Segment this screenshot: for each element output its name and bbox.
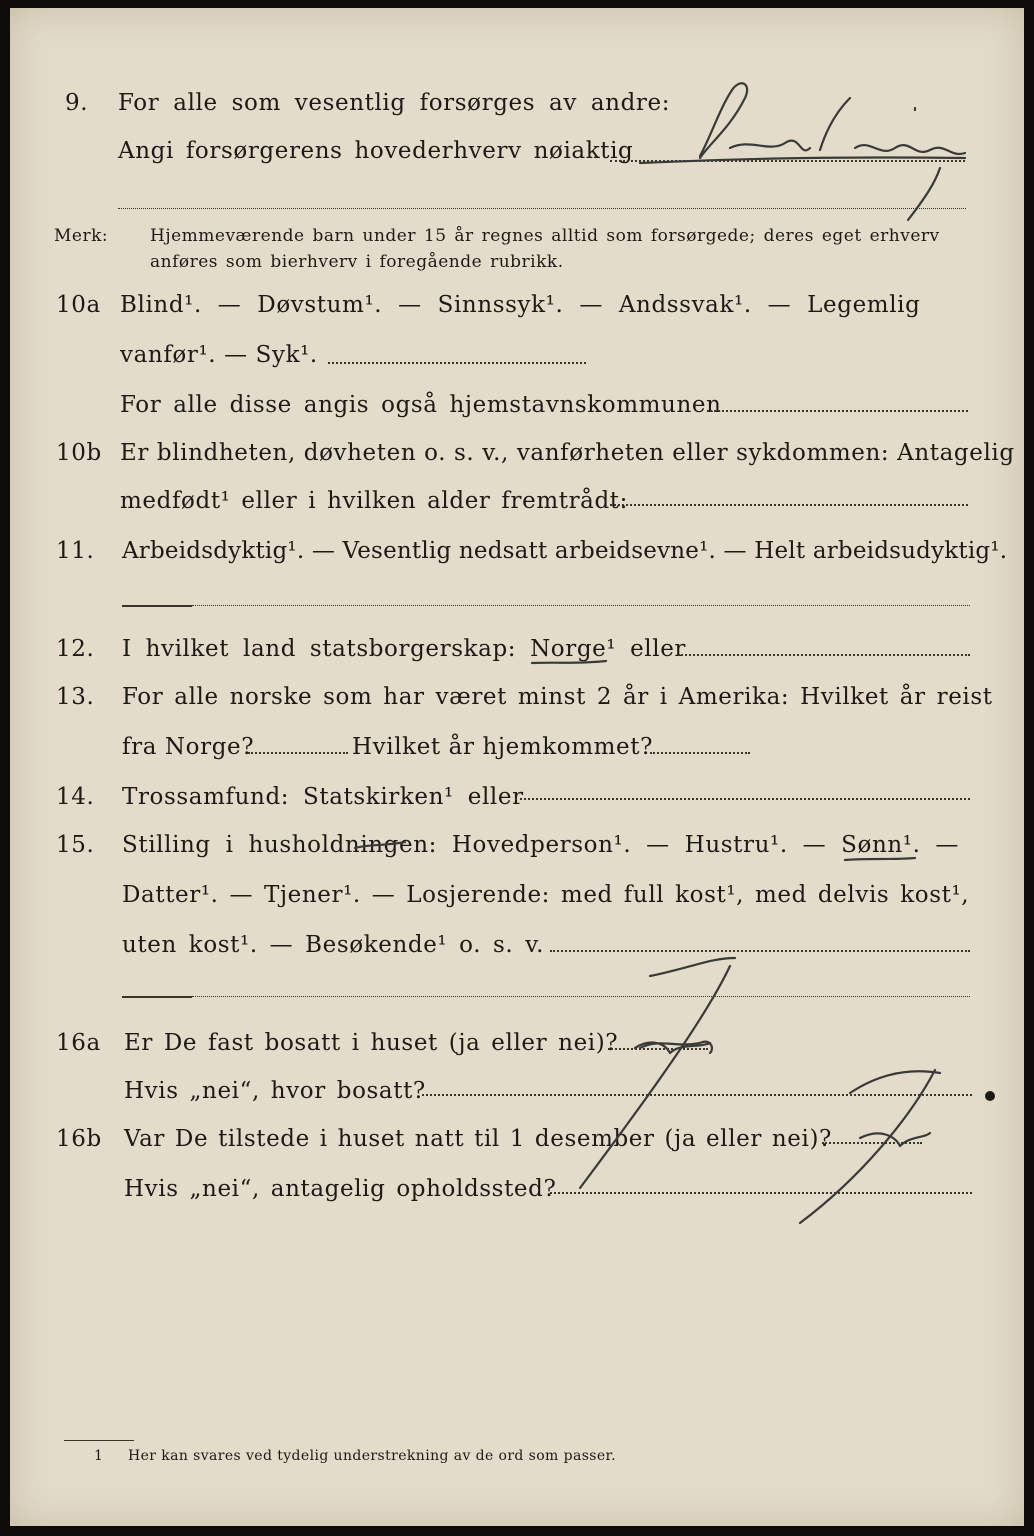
q13-line2b: Hvilket år hjemkommet? [352,734,654,760]
q11-underline [122,605,192,607]
q15-line3: uten kost¹. — Besøkende¹ o. s. v. [122,932,545,958]
q13-return-line [650,752,750,754]
q15-extra-line [192,996,970,997]
q9-line2: Angi forsørgerens hovederhverv nøiaktig [118,138,634,164]
q16a-number: 16a [56,1030,101,1056]
q15-underline [122,996,192,998]
q16a-residence-line [422,1094,972,1096]
q10b-line1: Er blindheten, døvheten o. s. v., vanførheten eller sykdommen: Antagelig [120,440,1015,466]
q10a-answer-line [328,362,586,364]
q12-number: 12. [56,636,95,662]
q11-number: 11. [56,538,95,564]
q15-number: 15. [56,832,95,858]
q9-number: 9. [65,90,89,116]
q10a-line3: For alle disse angis også hjemstavnskommunen [120,392,722,418]
q10b-answer-line [610,504,968,506]
q9-handwritten-stroke [908,168,940,220]
census-form-page [10,8,1024,1526]
q16b-answer-line [822,1142,922,1144]
q10b-line2: medfødt¹ eller i hvilken alder fremtrådt: [120,488,628,514]
q10b-number: 10b [56,440,102,466]
q10a-line1: Blind¹. — Døvstum¹. — Sinnssyk¹. — Andssvak¹. — Legemlig [120,292,921,318]
footnote-rule [64,1440,134,1441]
q15-line2: Datter¹. — Tjener¹. — Losjerende: med full kost¹, med delvis kost¹, [122,882,970,908]
q9-extra-line [118,208,966,209]
q16b-residence-line [550,1192,972,1194]
q15-line1: Stilling i husholdningen: Hovedperson¹. — Hustru¹. — Sønn¹. — [122,832,960,858]
q14-answer-line [515,798,970,800]
q16a-answer-line [608,1048,708,1050]
q16b-line1: Var De tilstede i huset natt til 1 desember (ja eller nei)? [124,1126,832,1152]
q16b-line2: Hvis „nei“, antagelig opholdssted? [124,1176,557,1202]
q12-answer-line [678,654,970,656]
q14-number: 14. [56,784,95,810]
q9-handwritten-answer [640,83,965,163]
q15-16-cross-stroke [580,958,735,1188]
q16a-line1: Er De fast bosatt i huset (ja eller nei)? [124,1030,619,1056]
q16a-line2: Hvis „nei“, hvor bosatt? [124,1078,426,1104]
q16b-number: 16b [56,1126,102,1152]
note-line1: Hjemmeværende barn under 15 år regnes alltid som forsørgede; deres eget erhverv [150,226,940,246]
footnote-text: Her kan svares ved tydelig understrekning av de ord som passer. [128,1448,616,1464]
q13-number: 13. [56,684,95,710]
q11-line1: Arbeidsdyktig¹. — Vesentlig nedsatt arbeidsevne¹. — Helt arbeidsudyktig¹. [122,538,1008,564]
q10a-line2: vanfør¹. — Syk¹. [120,342,318,368]
q13-line1: For alle norske som har været minst 2 år i Amerika: Hvilket år reist [122,684,993,710]
q10a-municipality-line [707,410,968,412]
q13-departure-line [248,752,348,754]
q10a-number: 10a [56,292,101,318]
note-line2: anføres som bierhverv i foregående rubrikk. [150,252,564,272]
q15-answer-line [550,950,970,952]
footnote-mark: 1 [94,1448,104,1464]
q15-sonn-underline [845,858,915,860]
q9-line1: For alle som vesentlig forsørges av andre: [118,90,671,116]
q13-line2a: fra Norge? [122,734,255,760]
q11-extra-line [192,605,970,606]
q14-line1: Trossamfund: Statskirken¹ eller [122,784,524,810]
q9-answer-line [610,160,965,162]
note-label: Merk: [54,226,109,246]
q12-line1: I hvilket land statsborgerskap: Norge¹ eller [122,636,687,662]
ink-dot [985,1091,995,1101]
